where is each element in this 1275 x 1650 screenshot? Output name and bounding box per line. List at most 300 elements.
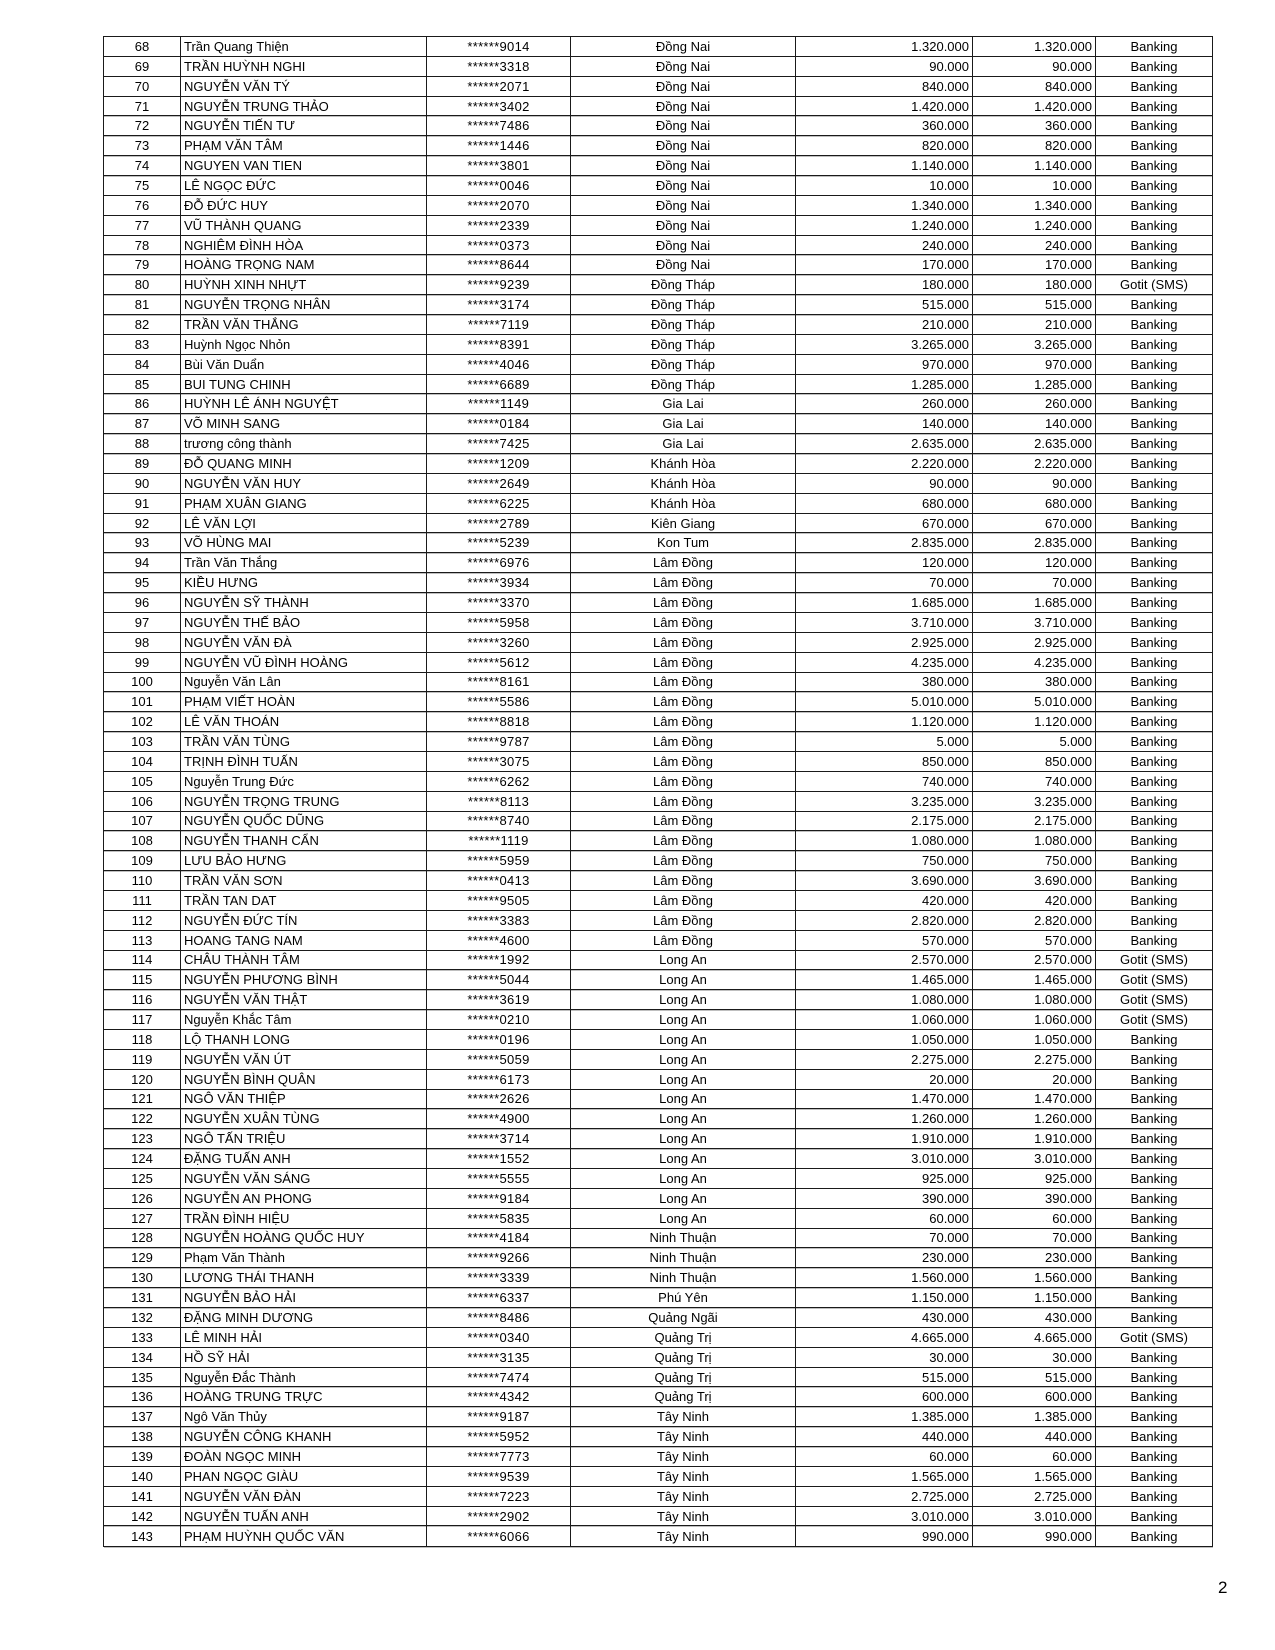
cell-province: Long An — [571, 1089, 796, 1109]
cell-row-number: 105 — [104, 771, 181, 791]
cell-name: NGUYỄN BẢO HẢI — [181, 1288, 427, 1308]
cell-row-number: 74 — [104, 156, 181, 176]
cell-amount: 60.000 — [796, 1208, 973, 1228]
cell-province: Lâm Đồng — [571, 573, 796, 593]
cell-method: Banking — [1096, 116, 1213, 136]
cell-name: Nguyễn Khắc Tâm — [181, 1010, 427, 1030]
cell-row-number: 71 — [104, 96, 181, 116]
cell-name: NGUYỄN VĂN TÝ — [181, 76, 427, 96]
cell-province: Lâm Đồng — [571, 751, 796, 771]
cell-name: NGUYỄN VĂN THẬT — [181, 990, 427, 1010]
cell-row-number: 108 — [104, 831, 181, 851]
cell-name: NGUYỄN THANH CẨN — [181, 831, 427, 851]
cell-province: Long An — [571, 1010, 796, 1030]
cell-row-number: 91 — [104, 493, 181, 513]
cell-account-masked: ******5044 — [427, 970, 571, 990]
cell-amount-paid: 3.010.000 — [973, 1506, 1096, 1526]
cell-row-number: 134 — [104, 1347, 181, 1367]
cell-account-masked: ******7119 — [427, 315, 571, 335]
cell-amount-paid: 20.000 — [973, 1069, 1096, 1089]
cell-account-masked: ******3174 — [427, 295, 571, 315]
cell-amount: 1.685.000 — [796, 593, 973, 613]
cell-row-number: 82 — [104, 315, 181, 335]
cell-method: Banking — [1096, 751, 1213, 771]
cell-amount: 1.910.000 — [796, 1129, 973, 1149]
cell-amount: 5.010.000 — [796, 692, 973, 712]
table-row — [104, 76, 1213, 96]
cell-amount-paid: 1.060.000 — [973, 1010, 1096, 1030]
cell-amount: 1.050.000 — [796, 1029, 973, 1049]
cell-province: Quảng Trị — [571, 1347, 796, 1367]
cell-province: Khánh Hòa — [571, 493, 796, 513]
cell-name: NGUYỄN ĐỨC TÍN — [181, 910, 427, 930]
cell-account-masked: ******7474 — [427, 1367, 571, 1387]
cell-name: TRỊNH ĐÌNH TUẤN — [181, 751, 427, 771]
cell-name: PHAN NGỌC GIÀU — [181, 1466, 427, 1486]
cell-province: Lâm Đồng — [571, 910, 796, 930]
cell-name: LÊ VĂN LỢI — [181, 513, 427, 533]
cell-method: Banking — [1096, 176, 1213, 196]
cell-method: Banking — [1096, 56, 1213, 76]
cell-method: Banking — [1096, 473, 1213, 493]
cell-name: ĐỖ ĐỨC HUY — [181, 195, 427, 215]
cell-method: Banking — [1096, 871, 1213, 891]
cell-name: NGUYỄN PHƯƠNG BÌNH — [181, 970, 427, 990]
cell-amount: 680.000 — [796, 493, 973, 513]
cell-amount-paid: 2.725.000 — [973, 1486, 1096, 1506]
cell-account-masked: ******4184 — [427, 1228, 571, 1248]
table-row — [104, 771, 1213, 791]
cell-amount-paid: 1.685.000 — [973, 593, 1096, 613]
cell-name: KIỀU HƯNG — [181, 573, 427, 593]
cell-amount-paid: 390.000 — [973, 1188, 1096, 1208]
cell-amount-paid: 210.000 — [973, 315, 1096, 335]
cell-name: BUI TUNG CHINH — [181, 374, 427, 394]
table-row — [104, 1427, 1213, 1447]
cell-amount: 390.000 — [796, 1188, 973, 1208]
cell-row-number: 126 — [104, 1188, 181, 1208]
table-row — [104, 1347, 1213, 1367]
cell-province: Khánh Hòa — [571, 454, 796, 474]
cell-row-number: 70 — [104, 76, 181, 96]
cell-row-number: 78 — [104, 235, 181, 255]
table-row — [104, 156, 1213, 176]
cell-name: HUỲNH LÊ ÁNH NGUYỆT — [181, 394, 427, 414]
cell-name: NGUYỄN TRỌNG NHÂN — [181, 295, 427, 315]
cell-name: HOANG TANG NAM — [181, 930, 427, 950]
cell-row-number: 131 — [104, 1288, 181, 1308]
table-row — [104, 1268, 1213, 1288]
cell-amount-paid: 1.465.000 — [973, 970, 1096, 990]
cell-method: Banking — [1096, 295, 1213, 315]
table-row — [104, 1129, 1213, 1149]
cell-row-number: 143 — [104, 1526, 181, 1547]
table-row — [104, 1466, 1213, 1486]
cell-account-masked: ******3339 — [427, 1268, 571, 1288]
table-row — [104, 1069, 1213, 1089]
table-row — [104, 831, 1213, 851]
cell-account-masked: ******0373 — [427, 235, 571, 255]
cell-method: Banking — [1096, 573, 1213, 593]
cell-name: VŨ THÀNH QUANG — [181, 215, 427, 235]
cell-method: Banking — [1096, 235, 1213, 255]
cell-amount: 515.000 — [796, 1367, 973, 1387]
cell-name: HOÀNG TRUNG TRỰC — [181, 1387, 427, 1407]
cell-amount-paid: 240.000 — [973, 235, 1096, 255]
cell-method: Banking — [1096, 811, 1213, 831]
cell-name: NGUYỄN TUẤN ANH — [181, 1506, 427, 1526]
table-row — [104, 712, 1213, 732]
table-row — [104, 692, 1213, 712]
cell-account-masked: ******4342 — [427, 1387, 571, 1407]
table-row — [104, 295, 1213, 315]
cell-amount: 1.285.000 — [796, 374, 973, 394]
table-row — [104, 573, 1213, 593]
cell-amount: 2.725.000 — [796, 1486, 973, 1506]
cell-row-number: 94 — [104, 553, 181, 573]
cell-name: NGUYỄN VĂN SÁNG — [181, 1168, 427, 1188]
cell-amount-paid: 1.340.000 — [973, 195, 1096, 215]
cell-province: Lâm Đồng — [571, 732, 796, 752]
cell-amount: 440.000 — [796, 1427, 973, 1447]
table-row — [104, 1288, 1213, 1308]
cell-province: Đồng Tháp — [571, 354, 796, 374]
cell-account-masked: ******6225 — [427, 493, 571, 513]
cell-name: TRẦN VĂN SƠN — [181, 871, 427, 891]
cell-row-number: 107 — [104, 811, 181, 831]
cell-name: Huỳnh Ngọc Nhỏn — [181, 334, 427, 354]
cell-amount: 4.235.000 — [796, 652, 973, 672]
cell-amount: 90.000 — [796, 473, 973, 493]
cell-method: Banking — [1096, 1248, 1213, 1268]
cell-row-number: 118 — [104, 1029, 181, 1049]
cell-row-number: 122 — [104, 1109, 181, 1129]
table-row — [104, 593, 1213, 613]
cell-row-number: 110 — [104, 871, 181, 891]
cell-method: Banking — [1096, 1029, 1213, 1049]
cell-account-masked: ******6066 — [427, 1526, 571, 1547]
cell-account-masked: ******4900 — [427, 1109, 571, 1129]
table-row — [104, 871, 1213, 891]
cell-amount: 2.820.000 — [796, 910, 973, 930]
cell-amount: 840.000 — [796, 76, 973, 96]
table-row — [104, 1188, 1213, 1208]
table-row — [104, 1248, 1213, 1268]
table-row — [104, 334, 1213, 354]
table-row — [104, 1049, 1213, 1069]
cell-account-masked: ******0184 — [427, 414, 571, 434]
cell-account-masked: ******1552 — [427, 1149, 571, 1169]
cell-row-number: 112 — [104, 910, 181, 930]
cell-name: NGUYỄN QUỐC DŨNG — [181, 811, 427, 831]
cell-row-number: 111 — [104, 890, 181, 910]
cell-amount-paid: 2.220.000 — [973, 454, 1096, 474]
cell-method: Banking — [1096, 1149, 1213, 1169]
cell-row-number: 98 — [104, 632, 181, 652]
cell-account-masked: ******3402 — [427, 96, 571, 116]
cell-amount-paid: 2.820.000 — [973, 910, 1096, 930]
table-row — [104, 672, 1213, 692]
cell-amount-paid: 140.000 — [973, 414, 1096, 434]
cell-row-number: 119 — [104, 1049, 181, 1069]
cell-name: HỒ SỸ HẢI — [181, 1347, 427, 1367]
cell-amount-paid: 2.570.000 — [973, 950, 1096, 970]
cell-account-masked: ******2339 — [427, 215, 571, 235]
cell-account-masked: ******7486 — [427, 116, 571, 136]
cell-row-number: 76 — [104, 195, 181, 215]
cell-amount-paid: 90.000 — [973, 473, 1096, 493]
cell-amount-paid: 970.000 — [973, 354, 1096, 374]
cell-province: Lâm Đồng — [571, 851, 796, 871]
cell-amount-paid: 925.000 — [973, 1168, 1096, 1188]
cell-amount: 2.175.000 — [796, 811, 973, 831]
cell-amount-paid: 120.000 — [973, 553, 1096, 573]
cell-amount-paid: 70.000 — [973, 1228, 1096, 1248]
cell-amount: 1.385.000 — [796, 1407, 973, 1427]
cell-province: Tây Ninh — [571, 1506, 796, 1526]
cell-amount-paid: 680.000 — [973, 493, 1096, 513]
cell-row-number: 80 — [104, 275, 181, 295]
cell-name: LỘ THANH LONG — [181, 1029, 427, 1049]
cell-amount-paid: 2.835.000 — [973, 533, 1096, 553]
cell-method: Banking — [1096, 1506, 1213, 1526]
cell-amount: 2.570.000 — [796, 950, 973, 970]
cell-name: PHẠM XUÂN GIANG — [181, 493, 427, 513]
cell-amount-paid: 170.000 — [973, 255, 1096, 275]
cell-name: Nguyễn Trung Đức — [181, 771, 427, 791]
cell-name: Trần Văn Thắng — [181, 553, 427, 573]
cell-account-masked: ******3075 — [427, 751, 571, 771]
cell-account-masked: ******7773 — [427, 1447, 571, 1467]
cell-name: Bùi Văn Duẩn — [181, 354, 427, 374]
cell-province: Gia Lai — [571, 414, 796, 434]
cell-province: Lâm Đồng — [571, 871, 796, 891]
cell-method: Banking — [1096, 1069, 1213, 1089]
cell-amount: 380.000 — [796, 672, 973, 692]
table-row — [104, 37, 1213, 57]
cell-account-masked: ******9539 — [427, 1466, 571, 1486]
cell-method: Banking — [1096, 771, 1213, 791]
cell-province: Lâm Đồng — [571, 831, 796, 851]
cell-amount-paid: 1.385.000 — [973, 1407, 1096, 1427]
cell-method: Banking — [1096, 215, 1213, 235]
cell-method: Banking — [1096, 1089, 1213, 1109]
cell-province: Ninh Thuận — [571, 1268, 796, 1288]
cell-method: Banking — [1096, 1308, 1213, 1328]
cell-name: Trần Quang Thiện — [181, 37, 427, 57]
cell-row-number: 101 — [104, 692, 181, 712]
table-row — [104, 990, 1213, 1010]
cell-account-masked: ******4600 — [427, 930, 571, 950]
cell-name: NGUYỄN THẾ BẢO — [181, 612, 427, 632]
cell-amount: 670.000 — [796, 513, 973, 533]
cell-amount: 1.320.000 — [796, 37, 973, 57]
table-row — [104, 176, 1213, 196]
cell-method: Banking — [1096, 1228, 1213, 1248]
cell-amount-paid: 440.000 — [973, 1427, 1096, 1447]
cell-amount-paid: 70.000 — [973, 573, 1096, 593]
cell-amount-paid: 515.000 — [973, 1367, 1096, 1387]
cell-method: Banking — [1096, 890, 1213, 910]
cell-method: Banking — [1096, 493, 1213, 513]
table-row — [104, 1526, 1213, 1547]
cell-row-number: 79 — [104, 255, 181, 275]
cell-method: Banking — [1096, 1208, 1213, 1228]
table-row — [104, 632, 1213, 652]
cell-name: LÊ VĂN THOÁN — [181, 712, 427, 732]
cell-account-masked: ******5958 — [427, 612, 571, 632]
table-row — [104, 533, 1213, 553]
cell-name: NGÔ TẤN TRIỆU — [181, 1129, 427, 1149]
cell-name: NGUYỄN HOÀNG QUỐC HUY — [181, 1228, 427, 1248]
cell-row-number: 116 — [104, 990, 181, 1010]
cell-row-number: 136 — [104, 1387, 181, 1407]
cell-province: Lâm Đồng — [571, 811, 796, 831]
cell-method: Banking — [1096, 1466, 1213, 1486]
cell-amount: 260.000 — [796, 394, 973, 414]
cell-account-masked: ******3260 — [427, 632, 571, 652]
table-row — [104, 136, 1213, 156]
cell-account-masked: ******3934 — [427, 573, 571, 593]
cell-amount-paid: 5.010.000 — [973, 692, 1096, 712]
cell-amount-paid: 1.050.000 — [973, 1029, 1096, 1049]
cell-row-number: 130 — [104, 1268, 181, 1288]
cell-account-masked: ******9787 — [427, 732, 571, 752]
cell-method: Banking — [1096, 1129, 1213, 1149]
cell-amount: 990.000 — [796, 1526, 973, 1547]
cell-row-number: 77 — [104, 215, 181, 235]
cell-method: Banking — [1096, 1407, 1213, 1427]
table-row — [104, 1168, 1213, 1188]
table-row — [104, 493, 1213, 513]
cell-amount-paid: 1.560.000 — [973, 1268, 1096, 1288]
cell-amount-paid: 1.320.000 — [973, 37, 1096, 57]
cell-province: Long An — [571, 1149, 796, 1169]
cell-account-masked: ******5612 — [427, 652, 571, 672]
cell-amount-paid: 2.635.000 — [973, 434, 1096, 454]
cell-amount-paid: 1.470.000 — [973, 1089, 1096, 1109]
table-row — [104, 950, 1213, 970]
cell-name: NGUYỄN AN PHONG — [181, 1188, 427, 1208]
cell-account-masked: ******1209 — [427, 454, 571, 474]
cell-amount: 3.235.000 — [796, 791, 973, 811]
cell-row-number: 68 — [104, 37, 181, 57]
cell-amount-paid: 2.275.000 — [973, 1049, 1096, 1069]
cell-account-masked: ******8113 — [427, 791, 571, 811]
payout-table-body — [104, 37, 1213, 1547]
cell-method: Banking — [1096, 1049, 1213, 1069]
cell-account-masked: ******1446 — [427, 136, 571, 156]
cell-province: Lâm Đồng — [571, 652, 796, 672]
cell-province: Đồng Tháp — [571, 275, 796, 295]
cell-amount: 2.635.000 — [796, 434, 973, 454]
cell-amount-paid: 4.665.000 — [973, 1327, 1096, 1347]
cell-province: Khánh Hòa — [571, 473, 796, 493]
table-row — [104, 1228, 1213, 1248]
cell-amount: 430.000 — [796, 1308, 973, 1328]
cell-name: VÕ MINH SANG — [181, 414, 427, 434]
cell-method: Banking — [1096, 96, 1213, 116]
cell-account-masked: ******5555 — [427, 1168, 571, 1188]
payout-table — [103, 36, 1213, 1547]
cell-province: Lâm Đồng — [571, 632, 796, 652]
cell-amount-paid: 850.000 — [973, 751, 1096, 771]
cell-method: Banking — [1096, 1188, 1213, 1208]
cell-amount-paid: 1.150.000 — [973, 1288, 1096, 1308]
cell-amount: 1.150.000 — [796, 1288, 973, 1308]
cell-account-masked: ******6262 — [427, 771, 571, 791]
cell-account-masked: ******5059 — [427, 1049, 571, 1069]
cell-amount: 70.000 — [796, 1228, 973, 1248]
cell-name: PHẠM VIẾT HOÀN — [181, 692, 427, 712]
cell-name: ĐOÀN NGỌC MINH — [181, 1447, 427, 1467]
cell-name: NGUYỄN VĂN ÚT — [181, 1049, 427, 1069]
cell-amount: 3.710.000 — [796, 612, 973, 632]
cell-amount: 2.220.000 — [796, 454, 973, 474]
cell-name: Phạm Văn Thành — [181, 1248, 427, 1268]
cell-method: Banking — [1096, 1168, 1213, 1188]
cell-name: TRẦN HUỲNH NGHI — [181, 56, 427, 76]
table-row — [104, 96, 1213, 116]
cell-name: TRẦN ĐÌNH HIỆU — [181, 1208, 427, 1228]
cell-account-masked: ******9014 — [427, 37, 571, 57]
cell-amount-paid: 90.000 — [973, 56, 1096, 76]
cell-account-masked: ******3801 — [427, 156, 571, 176]
cell-province: Đồng Nai — [571, 37, 796, 57]
table-row — [104, 553, 1213, 573]
cell-name: NGUYỄN XUÂN TÙNG — [181, 1109, 427, 1129]
cell-account-masked: ******0413 — [427, 871, 571, 891]
cell-row-number: 90 — [104, 473, 181, 493]
cell-province: Đồng Nai — [571, 156, 796, 176]
cell-account-masked: ******6689 — [427, 374, 571, 394]
cell-province: Quảng Trị — [571, 1327, 796, 1347]
cell-account-masked: ******8486 — [427, 1308, 571, 1328]
cell-account-masked: ******5586 — [427, 692, 571, 712]
cell-amount: 3.265.000 — [796, 334, 973, 354]
cell-amount: 1.470.000 — [796, 1089, 973, 1109]
cell-amount: 70.000 — [796, 573, 973, 593]
table-row — [104, 1506, 1213, 1526]
cell-method: Gotit (SMS) — [1096, 970, 1213, 990]
table-row — [104, 434, 1213, 454]
cell-amount-paid: 570.000 — [973, 930, 1096, 950]
table-row — [104, 1407, 1213, 1427]
cell-name: TRẦN TAN DAT — [181, 890, 427, 910]
cell-account-masked: ******1119 — [427, 831, 571, 851]
cell-account-masked: ******2070 — [427, 195, 571, 215]
cell-province: Tây Ninh — [571, 1526, 796, 1547]
cell-account-masked: ******1992 — [427, 950, 571, 970]
cell-method: Banking — [1096, 255, 1213, 275]
cell-amount: 1.060.000 — [796, 1010, 973, 1030]
cell-method: Banking — [1096, 315, 1213, 335]
cell-province: Lâm Đồng — [571, 692, 796, 712]
cell-province: Đồng Tháp — [571, 295, 796, 315]
cell-name: NGÔ VĂN THIỆP — [181, 1089, 427, 1109]
cell-name: TRẦN VĂN TÙNG — [181, 732, 427, 752]
table-row — [104, 195, 1213, 215]
cell-method: Gotit (SMS) — [1096, 950, 1213, 970]
cell-row-number: 81 — [104, 295, 181, 315]
cell-method: Banking — [1096, 434, 1213, 454]
cell-account-masked: ******6173 — [427, 1069, 571, 1089]
table-row — [104, 612, 1213, 632]
cell-amount-paid: 2.175.000 — [973, 811, 1096, 831]
cell-account-masked: ******0210 — [427, 1010, 571, 1030]
cell-amount-paid: 820.000 — [973, 136, 1096, 156]
cell-account-masked: ******2789 — [427, 513, 571, 533]
